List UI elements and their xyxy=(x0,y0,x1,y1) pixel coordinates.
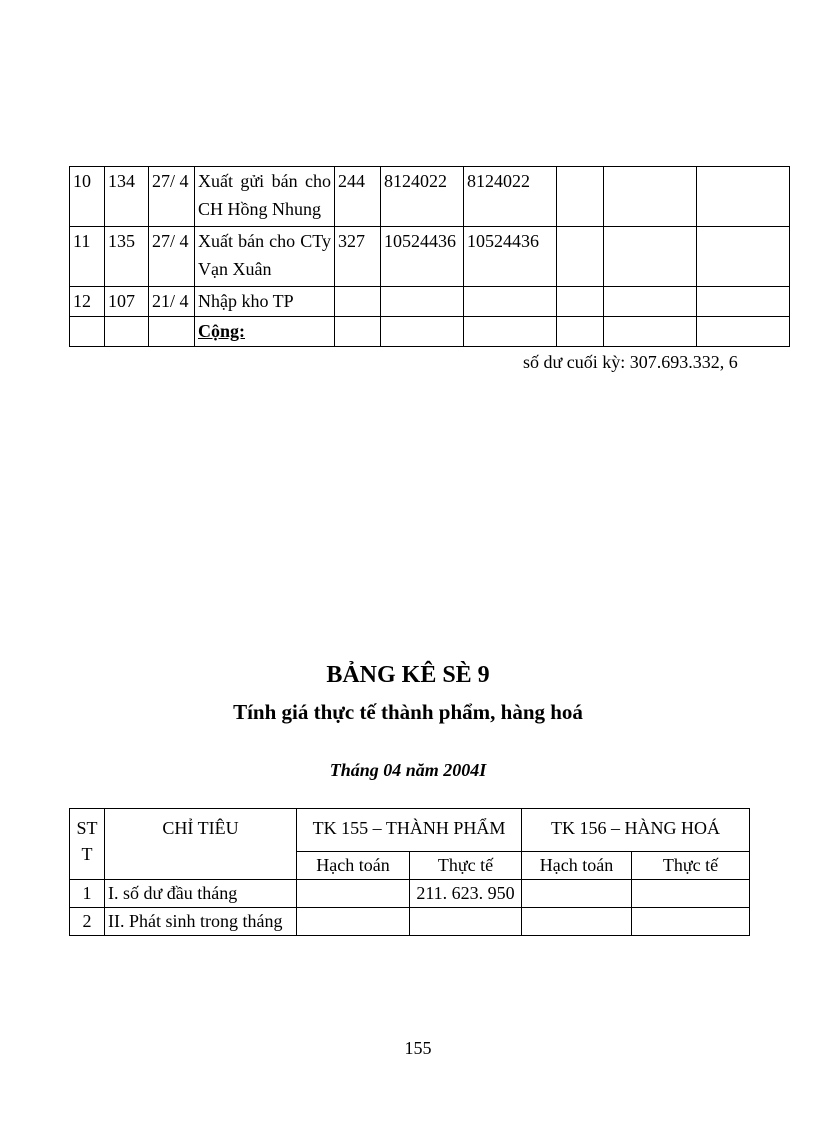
table-row xyxy=(70,227,790,287)
cell-amount: 10524436 xyxy=(381,227,464,287)
cell-stt: 2 xyxy=(70,908,105,936)
cell-date: 21/ 4 xyxy=(149,287,195,317)
cell-empty xyxy=(604,227,697,287)
cell-amount xyxy=(464,287,557,317)
cell-account: 327 xyxy=(335,227,381,287)
cell-empty xyxy=(697,287,790,317)
cell-empty xyxy=(604,287,697,317)
cell-account xyxy=(335,287,381,317)
cell-stt: 1 xyxy=(70,880,105,908)
cell-stt: 12 xyxy=(70,287,105,317)
total-row xyxy=(70,317,790,347)
cell-date: 27/ 4 xyxy=(149,227,195,287)
cell-description: Nhập kho TP xyxy=(195,287,335,317)
header-indicator: CHỈ TIÊU xyxy=(105,809,297,880)
total-label: Cộng: xyxy=(195,317,335,347)
header-actual: Thực tế xyxy=(410,852,522,880)
table-row xyxy=(70,880,750,908)
header-accounting: Hạch toán xyxy=(522,852,632,880)
cell-date: 27/ 4 xyxy=(149,167,195,227)
cell-number: 134 xyxy=(105,167,149,227)
table-row xyxy=(70,287,790,317)
table-row xyxy=(70,908,750,936)
cell-number: 107 xyxy=(105,287,149,317)
cell-number: 135 xyxy=(105,227,149,287)
page-number: 155 xyxy=(404,1038,432,1058)
cell-empty xyxy=(557,227,604,287)
cell-t155 xyxy=(410,908,522,936)
cell-empty xyxy=(604,167,697,227)
cell-empty xyxy=(697,167,790,227)
cell-t156 xyxy=(632,908,750,936)
cell-amount: 10524436 xyxy=(464,227,557,287)
cell-indicator: I. số dư đầu tháng xyxy=(105,880,297,908)
summary-table xyxy=(69,808,750,936)
closing-balance: số dư cuối kỳ: 307.693.332, 6 xyxy=(523,352,738,372)
cell-empty xyxy=(557,287,604,317)
cell-amount: 8124022 xyxy=(381,167,464,227)
cell-indicator: II. Phát sinh trong tháng xyxy=(105,908,297,936)
cell-h155 xyxy=(297,908,410,936)
period-label: Tháng 04 năm 2004I xyxy=(329,760,487,780)
cell-empty xyxy=(557,167,604,227)
header-tk156: TK 156 – HÀNG HOÁ xyxy=(522,809,750,852)
cell-account: 244 xyxy=(335,167,381,227)
cell-amount xyxy=(381,287,464,317)
header-row xyxy=(70,809,750,852)
cell-description: Xuất bán cho CTy Vạn Xuân xyxy=(195,227,335,287)
page-title: BẢNG KÊ SÈ 9 xyxy=(326,662,490,688)
cell-empty xyxy=(697,227,790,287)
page-subtitle: Tính giá thực tế thành phẩm, hàng hoá xyxy=(233,700,583,724)
cell-stt: 11 xyxy=(70,227,105,287)
cell-h155 xyxy=(297,880,410,908)
header-tk155: TK 155 – THÀNH PHẨM xyxy=(297,809,522,852)
ledger-table xyxy=(69,166,790,347)
cell-h156 xyxy=(522,880,632,908)
cell-stt: 10 xyxy=(70,167,105,227)
cell-t156 xyxy=(632,880,750,908)
cell-description: Xuất gửi bán cho CH Hồng Nhung xyxy=(195,167,335,227)
cell-h156 xyxy=(522,908,632,936)
cell-t155: 211. 623. 950 xyxy=(410,880,522,908)
header-stt: ST T xyxy=(70,809,105,880)
header-accounting: Hạch toán xyxy=(297,852,410,880)
header-actual: Thực tế xyxy=(632,852,750,880)
cell-amount: 8124022 xyxy=(464,167,557,227)
table-row xyxy=(70,167,790,227)
